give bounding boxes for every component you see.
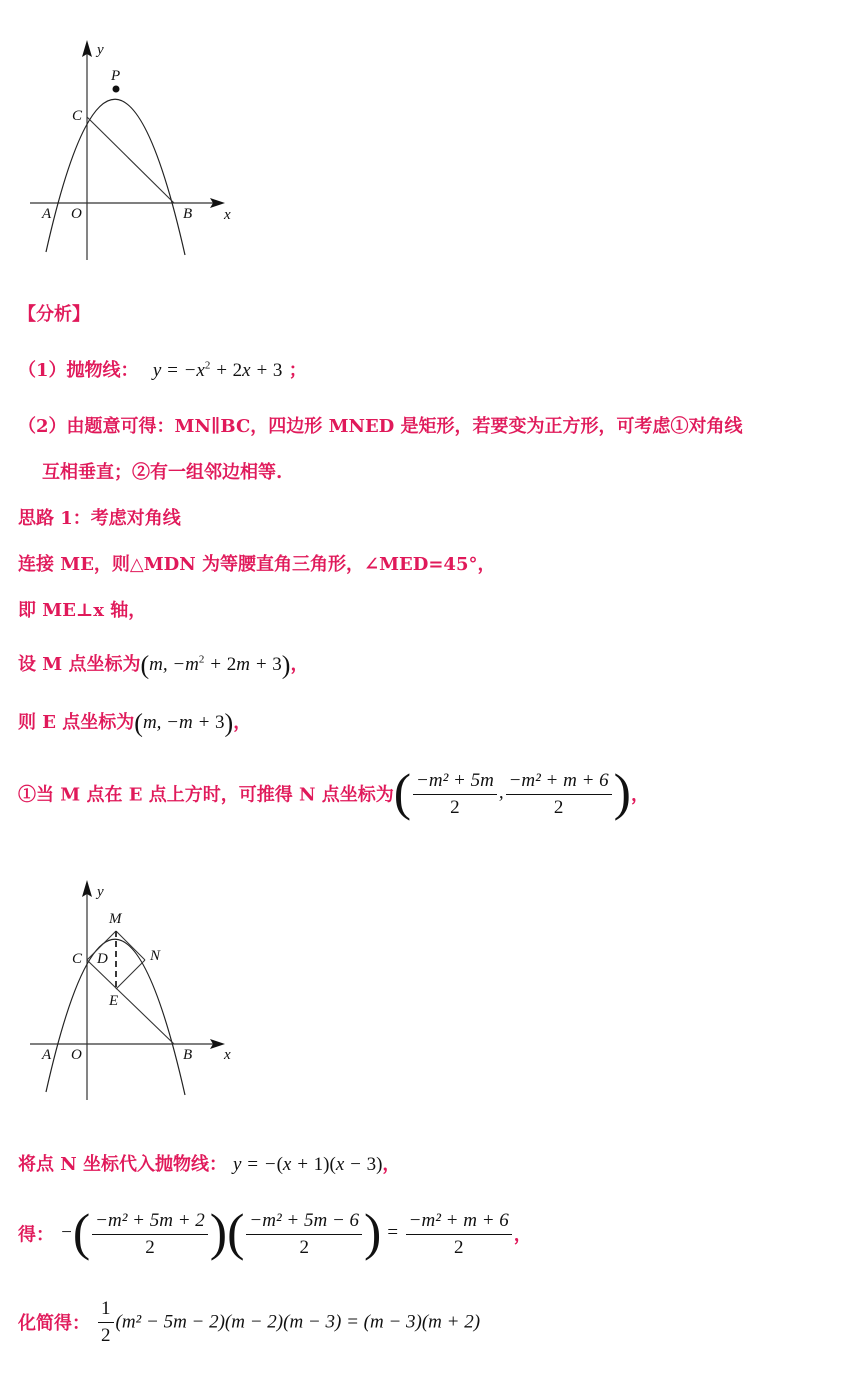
part2-line2: 互相垂直；②有一组邻边相等.	[42, 462, 283, 483]
analysis-heading: 【分析】	[18, 304, 90, 325]
result-equation: −( $\frac{\text{−m² + 5m + 2}}{2}$ )( $\frac{\text{−m² + 5m − 6}}{2}$ ) = $\frac{\text{−m² + m + 6}}{2}$	[60, 1222, 514, 1243]
denominator: 2	[450, 796, 460, 818]
part2-line1: （2）由题意可得：MN∥BC，四边形 MNED 是矩形，若要变为正方形，可考虑①对角线	[18, 416, 743, 437]
fraction3-numerator: −m² + m + 6	[406, 1210, 512, 1235]
parabola-formula: $y = -x^2 + 2x + 3$	[152, 359, 283, 381]
simplified-equation	[96, 1298, 481, 1346]
n-y-numerator: −m² + m + 6	[506, 770, 612, 795]
x-axis-label: x	[224, 207, 231, 223]
point-m-label: M	[109, 911, 122, 927]
substitution-label: 将点 N 坐标代入抛物线：	[18, 1154, 227, 1175]
point-a-label: A	[42, 206, 52, 222]
n-x-numerator: −m² + 5m	[413, 770, 497, 795]
denominator: 2	[145, 1236, 155, 1258]
point-b-label: B	[183, 206, 193, 222]
point-n-label: N	[150, 948, 161, 964]
e-coord-formula: (m, −m + 3)	[134, 708, 234, 738]
comma: ，	[513, 1224, 532, 1246]
part1-label: （1）抛物线：	[18, 360, 139, 381]
result-line	[18, 1205, 532, 1262]
comma: ，	[382, 1154, 401, 1175]
substitution-line	[18, 1150, 400, 1176]
denominator: 2	[101, 1325, 111, 1346]
m-coord-label: 设 M 点坐标为	[18, 654, 141, 675]
perp-line: 即 ME⊥x 轴，	[18, 600, 147, 621]
parabola-figure-2	[20, 870, 250, 1110]
m-coord-line	[18, 650, 308, 681]
point-p-label: P	[111, 68, 121, 84]
fraction2-numerator: −m² + 5m − 6	[246, 1210, 362, 1235]
factored-formula: y = −(x + 1)(x − 3)	[233, 1154, 383, 1175]
semicolon: ；	[288, 360, 307, 381]
comma: ，	[290, 654, 309, 675]
simplified-formula: (m² − 5m − 2)(m − 2)(m − 3) = (m − 3)(m + 2)	[115, 1311, 481, 1333]
point-a-label: A	[42, 1047, 52, 1063]
comma: ，	[631, 784, 649, 806]
parabola-figure-1	[20, 30, 250, 270]
result-label: 得：	[18, 1224, 54, 1246]
point-d-label: D	[97, 951, 108, 967]
origin-label: O	[71, 206, 82, 222]
n-coord-formula: ( $\frac{\text{−m² + 5m}}{2}$ , $\frac{\text{−m² + m + 6}}{2}$ )	[393, 765, 631, 822]
e-coord-line	[18, 708, 251, 739]
case1-label: ①当 M 点在 E 点上方时，可推得 N 点坐标为	[18, 784, 394, 806]
point-e-label: E	[109, 993, 119, 1009]
part1-line	[18, 356, 307, 382]
fraction1-numerator: −m² + 5m + 2	[92, 1210, 208, 1235]
point-c-label: C	[72, 108, 83, 124]
denominator: 2	[453, 1236, 464, 1258]
half-numerator: 1	[98, 1298, 114, 1323]
e-coord-label: 则 E 点坐标为	[18, 712, 135, 733]
m-coord-formula: (m, $-m^2 + 2m + 3$)	[140, 650, 291, 680]
case1-line	[18, 765, 649, 822]
denominator: 2	[553, 796, 564, 818]
connect-line: 连接 ME，则△MDN 为等腰直角三角形，∠MED=45°，	[18, 554, 496, 575]
simplify-line	[18, 1298, 480, 1347]
idea1-title: 思路 1：考虑对角线	[18, 508, 181, 529]
simplify-label: 化简得：	[18, 1312, 90, 1334]
point-c-label: C	[72, 951, 83, 967]
y-axis-label: y	[97, 42, 104, 58]
origin-label: O	[71, 1047, 82, 1063]
denominator: 2	[299, 1236, 309, 1258]
y-axis-label: y	[97, 884, 104, 900]
point-b-label: B	[183, 1047, 193, 1063]
comma: ，	[233, 712, 252, 733]
x-axis-label: x	[224, 1047, 231, 1063]
